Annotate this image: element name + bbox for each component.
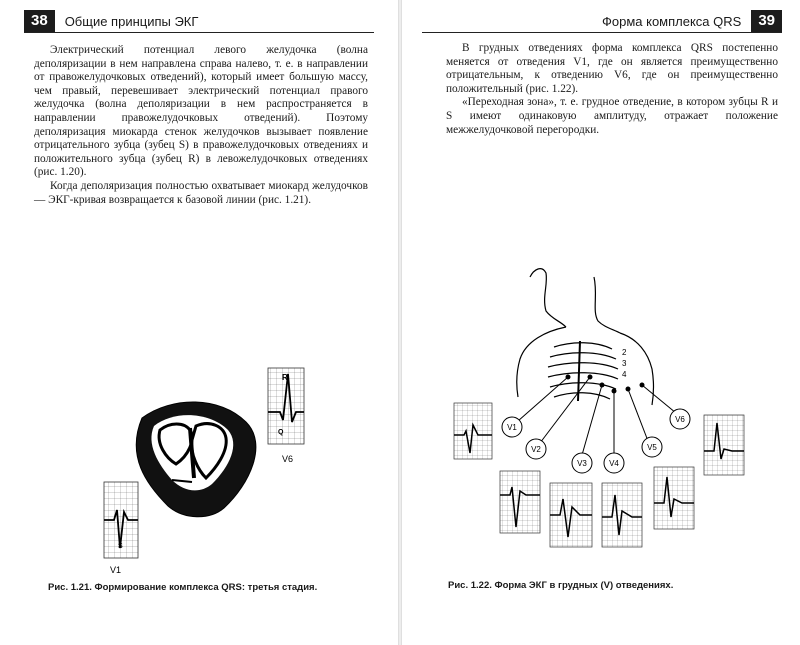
lead-v1-label: V1: [110, 565, 122, 575]
left-page-header: [24, 10, 374, 33]
lead-v4-text: V4: [609, 459, 619, 468]
right-page-number: 39: [751, 10, 782, 32]
rib-number-4: 4: [622, 370, 627, 379]
ecg-strip-v4-chest: [602, 483, 642, 547]
lead-v5-text: V5: [647, 443, 657, 452]
wave-r-label: R: [282, 373, 288, 382]
lead-v6-text: V6: [675, 415, 685, 424]
wave-s-label: S: [118, 543, 123, 550]
rib-number-3: 3: [622, 359, 627, 368]
lead-v3-text: V3: [577, 459, 587, 468]
lead-v2-text: V2: [531, 445, 541, 454]
left-paragraph-1: Электрический потенциал левого желудочка (волна деполяризации в нем направлена справа налево, т. е. в направлении от правожелудочковых отведений), который имеет большую массу, чем правый, перевешивает электрический потенциал правого желудочка (волна деполяризации в нем распространяется в направлении правожелудочковых отведений). Поэтому деполяризация миокарда стенок желудочков вызывает появление отрицательного зубца (зубец S) в правожелудочковых отведениях и положительного зубца (зубец R) в левожелудочковых отведениях (рис. 1.20).: [34, 44, 368, 179]
figure-1-21: [60, 360, 350, 575]
right-page: [402, 0, 800, 645]
ecg-strip-v6: [268, 368, 304, 444]
ecg-strip-v5-chest: [654, 467, 694, 529]
rib-number-2: 2: [622, 348, 627, 357]
right-body-text: [446, 42, 778, 137]
lead-v6-label: V6: [282, 454, 294, 464]
torso-outline-icon: [517, 269, 654, 405]
figure-1-22-caption: Рис. 1.22. Форма ЭКГ в грудных (V) отведениях.: [448, 580, 674, 591]
figure-1-21-caption: Рис. 1.21. Формирование комплекса QRS: третья стадия.: [48, 582, 318, 593]
right-running-head: Форма комплекса QRS: [601, 13, 742, 29]
left-running-head: Общие принципы ЭКГ: [64, 13, 199, 29]
left-body-text: [34, 44, 368, 207]
right-page-header: [422, 10, 782, 33]
ecg-strip-v2-chest: [500, 471, 540, 533]
right-paragraph-1: В грудных отведениях форма комплекса QRS постепенно меняется от отведения V1, где он является преимущественно отрицательным, к отведению V6, где он преимущественно положительный (рис. 1.22).: [446, 42, 778, 95]
wave-q-label: Q: [278, 429, 284, 436]
figure-1-22: [442, 255, 792, 575]
ecg-strip-v1-chest: [454, 403, 492, 459]
left-page-number: 38: [24, 10, 55, 32]
left-paragraph-2: Когда деполяризация полностью охватывает миокард желудочков — ЭКГ-кривая возвращается к базовой линии (рис. 1.21).: [34, 179, 368, 206]
ecg-strip-v1: [104, 482, 138, 558]
ecg-strip-v6-chest: [704, 415, 744, 475]
left-page: [0, 0, 398, 645]
lead-v1-text: V1: [507, 423, 517, 432]
ecg-strip-v3-chest: [550, 483, 592, 547]
right-paragraph-2: «Переходная зона», т. е. грудное отведение, в котором зубцы R и S имеют одинаковую амплитуду, отражает положение межжелудочковой перегородки.: [446, 96, 778, 136]
heart-cross-section-icon: [136, 402, 256, 517]
